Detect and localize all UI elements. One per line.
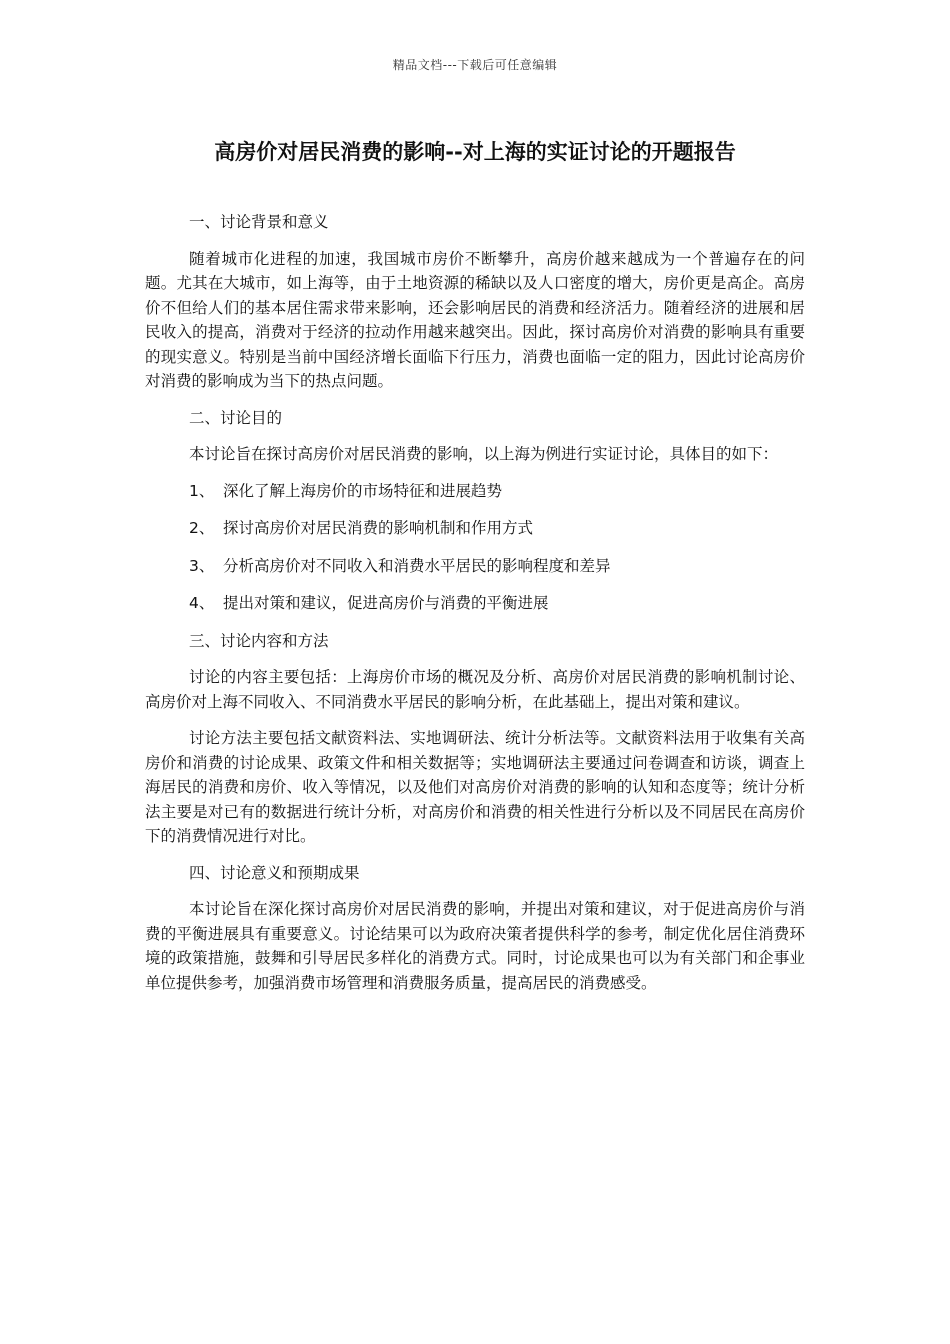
list-item-text: 深化了解上海房价的市场特征和进展趋势 [223, 481, 503, 500]
section-significance-paragraph: 本讨论旨在深化探讨高房价对居民消费的影响，并提出对策和建议，对于促进高房价与消费的平衡进展具有重要意义。讨论结果可以为政府决策者提供科学的参考，制定优化居住消费环境的政策措施，鼓舞和引导居民多样化的消费方式。同时，讨论成果也可以为有关部门和企事业单位提供参考，加强消费市场管理和消费服务质量，提高居民的消费感受。 [145, 900, 805, 992]
section-heading-significance: 四、讨论意义和预期成果 [189, 863, 360, 882]
objective-list-item [145, 479, 805, 504]
section-heading-background: 一、讨论背景和意义 [189, 213, 329, 231]
section-methods-paragraph: 讨论方法主要包括文献资料法、实地调研法、统计分析法等。文献资料法用于收集有关高房价和消费的讨论成果、政策文件和相关数据等；实地调研法主要通过问卷调查和访谈，调查上海居民的消费和房价、收入等情况，以及他们对高房价对消费的影响的认知和态度等；统计分析法主要是对已有的数据进行统计分析，对高房价和消费的相关性进行分析以及不同居民在高房价下的消费情况进行对比。 [145, 729, 805, 845]
objective-list-item [145, 516, 805, 541]
list-item-number: 3、 [189, 556, 215, 575]
document-title: 高房价对居民消费的影响--对上海的实证讨论的开题报告 [214, 140, 736, 164]
page-header-watermark: 精品文档---下载后可任意编辑 [392, 58, 558, 72]
section-objectives-intro: 本讨论旨在探讨高房价对居民消费的影响，以上海为例进行实证讨论，具体目的如下： [189, 445, 779, 463]
list-item-number: 4、 [189, 594, 215, 612]
list-item-number: 2、 [189, 519, 215, 537]
list-item-text: 提出对策和建议，促进高房价与消费的平衡进展 [223, 594, 549, 612]
list-item-number: 1、 [189, 481, 215, 500]
section-background-paragraph: 随着城市化进程的加速，我国城市房价不断攀升，高房价越来越成为一个普遍存在的问题。尤其在大城市，如上海等，由于土地资源的稀缺以及人口密度的增大，房价更是高企。高房价不但给人们的基本居住需求带来影响，还会影响居民的消费和经济活力。随着经济的进展和居民收入的提高，消费对于经济的拉动作用越来越突出。因此，探讨高房价对消费的影响具有重要的现实意义。特别是当前中国经济增长面临下行压力，消费也面临一定的阻力，因此讨论高房价对消费的影响成为当下的热点问题。 [145, 249, 805, 390]
objective-list-item [145, 554, 805, 579]
section-heading-objectives: 二、讨论目的 [189, 408, 283, 427]
section-heading-content-methods: 三、讨论内容和方法 [189, 631, 329, 650]
objective-list-item [145, 591, 805, 616]
list-item-text: 分析高房价对不同收入和消费水平居民的影响程度和差异 [223, 556, 611, 575]
section-content-paragraph: 讨论的内容主要包括：上海房价市场的概况及分析、高房价对居民消费的影响机制讨论、高房价对上海不同收入、不同消费水平居民的影响分析，在此基础上，提出对策和建议。 [145, 668, 805, 711]
list-item-text: 探讨高房价对居民消费的影响机制和作用方式 [223, 519, 534, 537]
document-body [145, 210, 805, 1007]
